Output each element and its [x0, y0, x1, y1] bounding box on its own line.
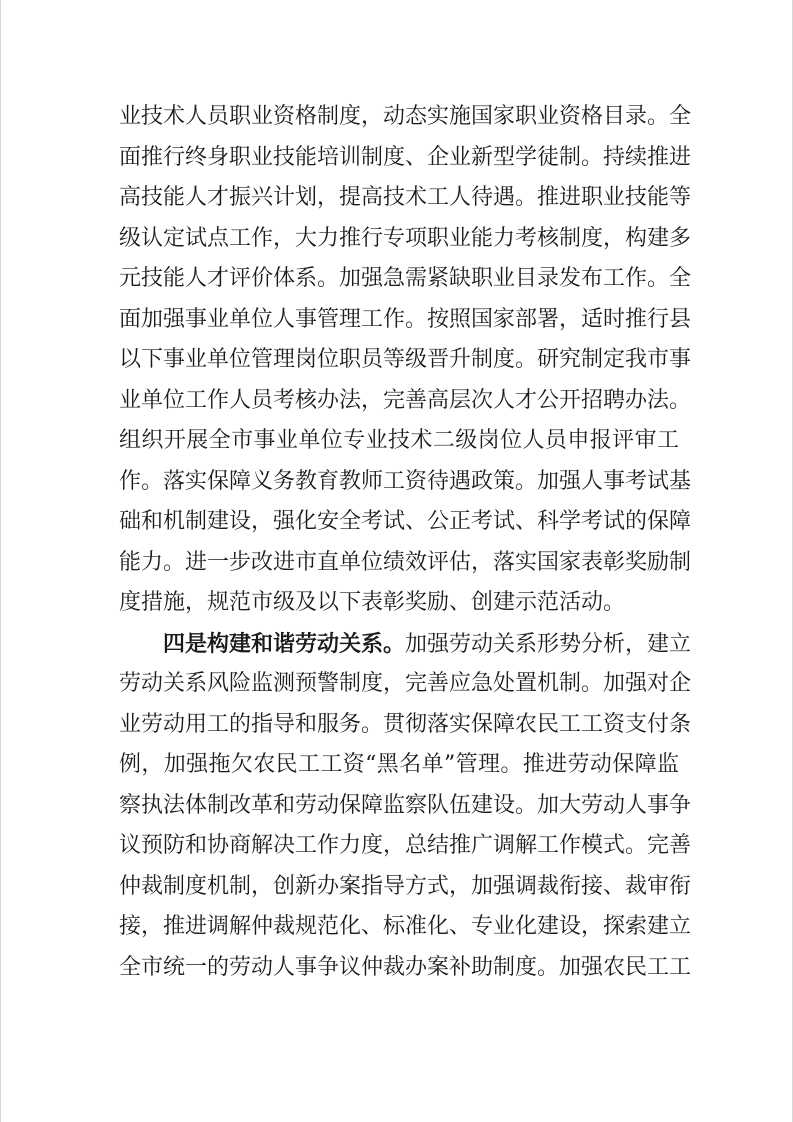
text-line: 仲裁制度机制，创新办案指导方式，加强调裁衔接、裁审衔 — [119, 873, 692, 899]
text-line: 业劳动用工的指导和服务。贯彻落实保障农民工工资支付条 — [119, 711, 692, 737]
text-line: 全市统一的劳动人事争议仲裁办案补助制度。加强农民工工 — [119, 954, 692, 980]
text-line: 察执法体制改革和劳动保障监察队伍建设。加大劳动人事争 — [119, 792, 692, 818]
section-heading: 四是构建和谐劳动关系。 — [163, 630, 406, 657]
text-line: 作。落实保障义务教育教师工资待遇政策。加强人事考试基 — [119, 468, 692, 494]
text-line: 能力。进一步改进市直单位绩效评估，落实国家表彰奖励制 — [119, 549, 692, 575]
text-line: 议预防和协商解决工作力度，总结推广调解工作模式。完善 — [119, 833, 692, 858]
text-line: 以下事业单位管理岗位职员等级晋升制度。研究制定我市事 — [119, 347, 692, 372]
text-line: 础和机制建设，强化安全考试、公正考试、科学考试的保障 — [119, 509, 692, 534]
text-line: 业技术人员职业资格制度，动态实施国家职业资格目录。全 — [119, 104, 692, 129]
text-line: 业单位工作人员考核办法，完善高层次人才公开招聘办法。 — [119, 387, 692, 413]
text-line: 面推行终身职业技能培训制度、企业新型学徒制。持续推进 — [119, 144, 692, 170]
text-line: 面加强事业单位人事管理工作。按照国家部署，适时推行县 — [119, 306, 692, 332]
text-run: 加强劳动关系形势分析，建立 — [405, 631, 692, 657]
paragraph-first-line — [119, 624, 692, 665]
text-line: 例，加强拖欠农民工工资“黑名单”管理。推进劳动保障监 — [119, 752, 679, 777]
text-line: 度措施，规范市级及以下表彰奖励、创建示范活动。 — [119, 590, 626, 615]
document-body — [119, 97, 692, 988]
text-line: 高技能人才振兴计划，提高技术工人待遇。推进职业技能等 — [119, 185, 692, 210]
text-line: 接，推进调解仲裁规范化、标准化、专业化建设，探索建立 — [119, 914, 692, 939]
text-line: 元技能人才评价体系。加强急需紧缺职业目录发布工作。全 — [119, 266, 692, 291]
text-line: 劳动关系风险监测预警制度，完善应急处置机制。加强对企 — [119, 671, 692, 696]
paragraph-2 — [119, 624, 692, 989]
text-line: 级认定试点工作，大力推行专项职业能力考核制度，构建多 — [119, 225, 692, 251]
text-line: 组织开展全市事业单位专业技术二级岗位人员申报评审工 — [119, 428, 679, 453]
paragraph-1 — [119, 97, 692, 624]
